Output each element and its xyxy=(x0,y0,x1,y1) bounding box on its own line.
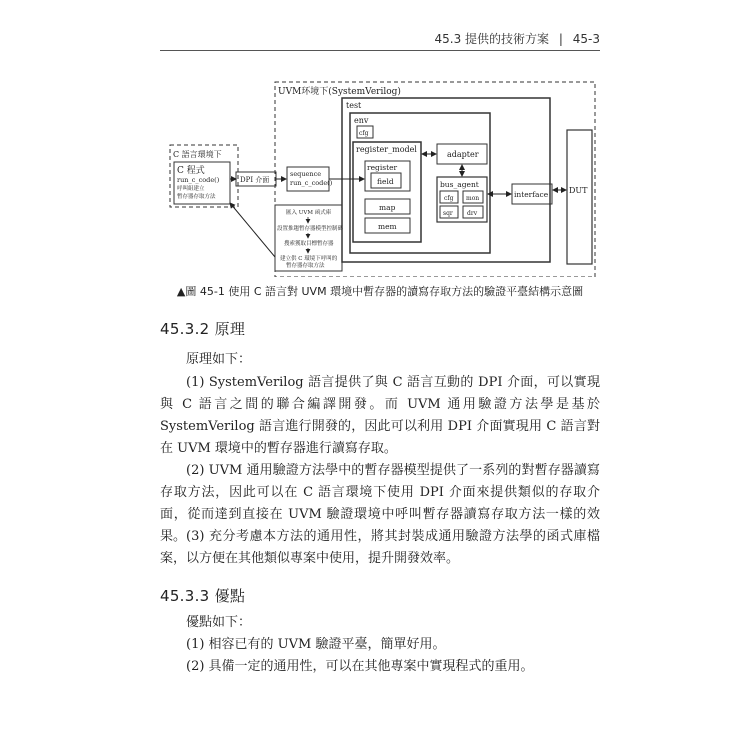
mem-label: mem xyxy=(378,222,397,231)
advantage-item-1: (1) 相容已有的 UVM 驗證平臺，簡單好用。 xyxy=(186,637,446,652)
header-page-number: 45-3 xyxy=(572,32,600,46)
library-step-4a: 建立供 C 環境下呼叫的 xyxy=(280,256,338,262)
library-step-2: 設置推趨暫存器模型控制碼 xyxy=(277,226,344,232)
advantage-item-2: (2) 具備一定的通用性，可以在其他專案中實現程式的重用。 xyxy=(186,659,534,674)
principle-paragraph-3: (3) 充分考慮本方法的通用性，將其封裝成通用驗證方法學的函式庫檔案，以方便在其他類似專案中使用，提升開發效率。 xyxy=(160,529,600,566)
adapter-label: adapter xyxy=(447,150,479,159)
c-program-call: run_c_code() xyxy=(177,176,220,184)
agent-cfg-label: cfg xyxy=(444,195,454,202)
library-step-3: 搜索獲取目標暫存器 xyxy=(284,241,334,247)
register-label: register xyxy=(367,163,398,172)
test-label: test xyxy=(346,101,362,110)
dpi-interface-label: DPI 介面 xyxy=(240,176,270,184)
c-program-title: C 程式 xyxy=(177,166,205,176)
header-separator: | xyxy=(558,32,563,46)
sequence-call: run_c_code() xyxy=(290,179,333,187)
sequence-label: sequence xyxy=(290,170,322,178)
principle-intro: 原理如下： xyxy=(186,352,252,367)
uvm-architecture-diagram xyxy=(160,72,600,277)
env-cfg-label: cfg xyxy=(359,130,369,137)
bus-agent-label: bus_agent xyxy=(440,180,479,189)
c-program-desc-1: 呼叫組建立 xyxy=(177,186,205,192)
header-section-title: 提供的技術方案 xyxy=(465,32,550,46)
register-model-label: register_model xyxy=(356,145,417,154)
library-step-4b: 暫存器存取方法 xyxy=(286,263,325,269)
header-rule xyxy=(160,50,600,51)
interface-label: interface xyxy=(514,190,549,199)
map-label: map xyxy=(379,203,396,212)
principle-paragraph-2: (2) UVM 通用驗證方法學中的暫存器模型提供了一系列的對暫存器讀寫存取方法，因此可以在 C 語言環境下使用 DPI 介面來提供類似的存取介面，從而達到直接在 UVM 驗證環境中呼叫暫存器讀寫存取方法一樣的效果。 xyxy=(160,463,600,544)
uvm-environment-label: UVM环境下(SystemVerilog) xyxy=(278,87,401,97)
section-heading-principle: 45.3.2 原理 xyxy=(160,320,246,338)
page-header xyxy=(160,30,600,47)
sqr-label: sqr xyxy=(443,210,453,217)
header-section-number: 45.3 xyxy=(434,32,462,46)
field-label: field xyxy=(377,177,394,186)
arrow-library-to-c xyxy=(230,203,275,257)
dut-label: DUT xyxy=(569,186,588,195)
library-step-1: 匯入 UVM 函式庫 xyxy=(286,210,332,216)
section-heading-advantage: 45.3.3 優點 xyxy=(160,587,246,605)
figure-caption: ▲圖 45-1 使用 C 語言對 UVM 環境中暫存器的讀寫存取方法的驗證平臺結構示意圖 xyxy=(176,285,584,298)
principle-paragraph-1: (1) SystemVerilog 語言提供了與 C 語言互動的 DPI 介面，可以實現與 C 語言之間的聯合編譯開發。而 UVM 通用驗證方法學是基於 SystemVerilog 語言進行開發的，因此可以利用 DPI 介面實現用 C 語言對在 UVM 環境中的暫存器進行讀寫存取。 xyxy=(160,375,600,456)
c-environment-label: C 語言環境下 xyxy=(173,150,222,159)
env-label: env xyxy=(354,116,369,125)
dut-box xyxy=(567,130,592,264)
c-program-desc-2: 暫存器存取方法 xyxy=(177,194,216,200)
mon-label: mon xyxy=(466,195,480,202)
advantage-intro: 優點如下： xyxy=(186,615,252,630)
drv-label: drv xyxy=(467,210,478,217)
